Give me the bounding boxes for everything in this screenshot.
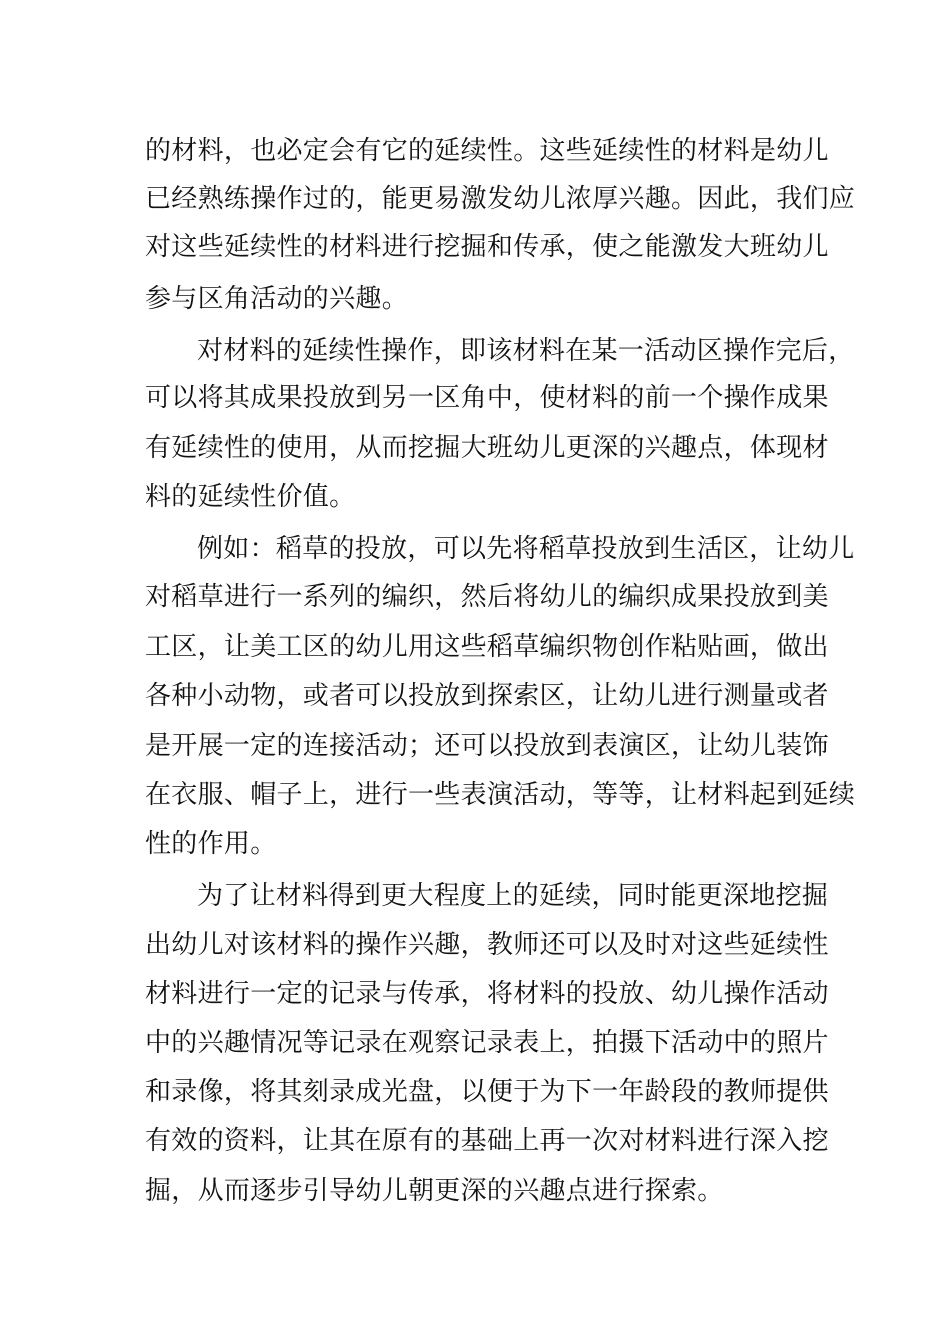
text-line: 参与区角活动的兴趣。 [145, 284, 409, 314]
paragraph-first-line: 对材料的延续性操作，即该材料在某一活动区操作完后， [197, 336, 855, 366]
text-line: 中的兴趣情况等记录在观察记录表上，拍摄下活动中的照片 [145, 1028, 829, 1058]
paragraph-first-line: 为了让材料得到更大程度上的延续，同时能更深地挖掘 [197, 881, 829, 911]
text-line: 出幼儿对该材料的操作兴趣，教师还可以及时对这些延续性 [145, 930, 829, 960]
text-line: 对这些延续性的材料进行挖掘和传承，使之能激发大班幼儿 [145, 232, 829, 262]
text-line: 是开展一定的连接活动；还可以投放到表演区，让幼儿装饰 [145, 731, 829, 761]
text-line: 在衣服、帽子上，进行一些表演活动，等等，让材料起到延续 [145, 780, 856, 810]
text-line: 有延续性的使用，从而挖掘大班幼儿更深的兴趣点，体现材 [145, 433, 829, 463]
text-line: 材料进行一定的记录与传承，将材料的投放、幼儿操作活动 [145, 979, 829, 1009]
text-line: 掘，从而逐步引导幼儿朝更深的兴趣点进行探索。 [145, 1176, 724, 1206]
text-line: 的材料，也必定会有它的延续性。这些延续性的材料是幼儿 [145, 136, 829, 166]
paragraph-first-line: 例如：稻草的投放，可以先将稻草投放到生活区，让幼儿 [197, 534, 855, 564]
text-line: 可以将其成果投放到另一区角中，使材料的前一个操作成果 [145, 383, 829, 413]
text-line: 和录像，将其刻录成光盘，以便于为下一年龄段的教师提供 [145, 1077, 829, 1107]
text-line: 对稻草进行一系列的编织，然后将幼儿的编织成果投放到美 [145, 582, 829, 612]
text-line: 料的延续性价值。 [145, 482, 356, 512]
text-line: 有效的资料，让其在原有的基础上再一次对材料进行深入挖 [145, 1126, 829, 1156]
text-line: 各种小动物，或者可以投放到探索区，让幼儿进行测量或者 [145, 681, 829, 711]
text-line: 已经熟练操作过的，能更易激发幼儿浓厚兴趣。因此，我们应 [145, 184, 856, 214]
text-line: 性的作用。 [145, 829, 277, 859]
text-line: 工区，让美工区的幼儿用这些稻草编织物创作粘贴画，做出 [145, 632, 829, 662]
